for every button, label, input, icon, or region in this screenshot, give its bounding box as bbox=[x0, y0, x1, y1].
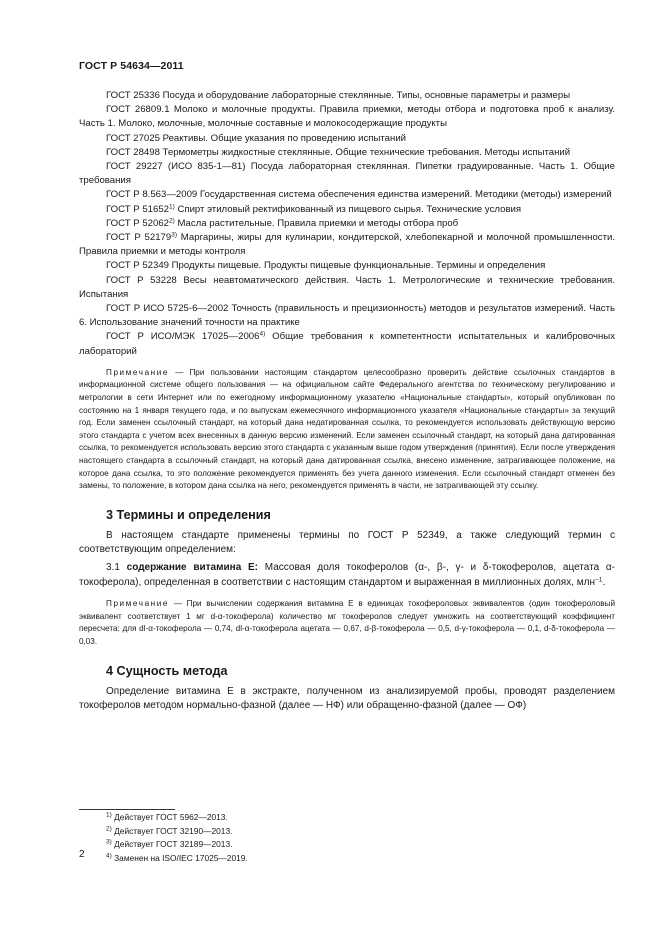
note-label: Примечание bbox=[106, 599, 170, 609]
term-number: 3.1 bbox=[106, 561, 127, 573]
footnote-separator bbox=[79, 809, 175, 810]
note-text: — При вычислении содержания витамина Е в единицах токофероловых эквивалентов (один токофероловый эквивалент соответствует 1 мг d-α-токоферола) количество мг токоферолов следует умножить на соответствующий коэффициент пересчета: для dl-α-токоферола — 0,74, dl-α-токоферола ацетата — 0,67, d-β-токоферола — 0,5, d-γ-токоферола — 0,1, d-δ-токоферола — 0,03. bbox=[79, 599, 615, 646]
reference-item: ГОСТ Р 8.563—2009 Государственная система обеспечения единства измерений. Методики (методы) измерений bbox=[106, 189, 612, 201]
reference-item: ГОСТ 28498 Термометры жидкостные стеклянные. Общие технические требования. Методы испытаний bbox=[106, 146, 571, 158]
note-label: Примечание bbox=[106, 367, 170, 377]
document-body bbox=[79, 89, 615, 714]
term-text: Массовая доля токоферолов (α-, β-, γ- и δ-токоферолов, ацетата α-токоферола), определенная в соответствии с настоящим стандартом и выраженная в миллионных долях, млн bbox=[79, 561, 616, 588]
footnote-marker: 3) bbox=[106, 838, 112, 846]
section-4-text: Определение витамина Е в экстракте, полученном из анализируемой пробы, проводят разделением токоферолов методом нормально-фазной (далее — НФ) или обращенно-фазной (далее — ОФ) bbox=[79, 685, 615, 712]
note-paragraph bbox=[79, 367, 615, 493]
document-header: ГОСТ Р 54634—2011 bbox=[79, 60, 184, 72]
reference-item: ГОСТ 25336 Посуда и оборудование лабораторные стеклянные. Типы, основные параметры и размеры bbox=[106, 90, 571, 101]
reference-code: ГОСТ Р 52062 bbox=[106, 217, 169, 229]
footnote-item: $^{4)}$ Заменен на ISO/IEC 17025—2019. bbox=[106, 852, 248, 863]
reference-title: Масла растительные. Правила приемки и методы отбора проб bbox=[174, 217, 459, 229]
reference-item: ГОСТ 26809.1 Молоко и молочные продукты. Правила приемки, методы отбора и подготовка проб к анализу. Часть 1. Молоко, молочные, молочные составные и молокосодержащие продукты bbox=[79, 104, 615, 130]
reference-item: ГОСТ Р 52349 Продукты пищевые. Продукты пищевые функциональные. Термины и определения bbox=[106, 260, 546, 272]
section-4-title: 4 Сущность метода bbox=[106, 663, 228, 678]
reference-item: ГОСТ Р ИСО 5725-6—2002 Точность (правильность и прецизионность) методов и результатов измерений. Часть 6. Использование значений точности на практике bbox=[79, 303, 615, 329]
footnote-marker: 2) bbox=[169, 217, 175, 225]
reference-item: ГОСТ 27025 Реактивы. Общие указания по проведению испытаний bbox=[106, 132, 407, 144]
footnote-item: $^{3)}$ Действует ГОСТ 32189—2013. bbox=[106, 838, 233, 850]
section-3-title: 3 Термины и определения bbox=[106, 507, 271, 522]
reference-title: Маргарины, жиры для кулинарии, кондитерской, хлебопекарной и молочной промышленности. Правила приемки и методы контроля bbox=[79, 232, 615, 258]
reference-item bbox=[79, 330, 615, 358]
footnote-marker: 4) bbox=[106, 852, 112, 860]
note-paragraph bbox=[79, 598, 615, 648]
footnotes bbox=[106, 811, 248, 865]
reference-title: Спирт этиловый ректификованный из пищевого сырья. Технические условия bbox=[174, 203, 522, 215]
reference-code: ГОСТ Р 51652 bbox=[106, 203, 169, 215]
footnote-marker: 3) bbox=[171, 231, 178, 239]
reference-item bbox=[79, 217, 615, 231]
term-name: содержание витамина Е: bbox=[126, 561, 259, 573]
reference-code: ГОСТ Р 52179 bbox=[106, 232, 172, 244]
term-definition: 3.1 содержание витамина Е: Массовая доля токоферолов (α-, β-, γ- и δ-токоферолов, ацетата α-токоферола), определенная в соответствии с настоящим стандартом и выраженная в миллионных долях, млн$^{-1}$. bbox=[79, 561, 616, 588]
footnote-marker: 2) bbox=[106, 825, 112, 833]
footnote-marker: 1) bbox=[106, 811, 112, 819]
reference-item: ГОСТ 29227 (ИСО 835-1—81) Посуда лабораторная стеклянная. Пипетки градуированные. Часть 1. Общие требования bbox=[79, 161, 615, 187]
section-3-intro: В настоящем стандарте применены термины по ГОСТ Р 52349, а также следующий термин с соответствующим определением: bbox=[79, 529, 615, 556]
note-tocopherol bbox=[79, 598, 615, 648]
reference-title: Общие требования к компетентности испытательных и калибровочных лабораторий bbox=[79, 331, 615, 357]
page-number: 2 bbox=[79, 849, 85, 860]
note-text: — При пользовании настоящим стандартом целесообразно проверить действие ссылочных стандартов в информационной системе общего пользования — на официальном сайте Федерального агентства по техническому регулированию и метрологии в сети Интернет или по ежегодному информационному указателю «Национальные стандарты», который опубликован по состоянию на 1 января текущего года, и по выпускам ежемесячного информационного указателя «Национальные стандарты» за текущий год. Если заменен ссылочный стандарт, на который дана недатированная ссылка, то рекомендуется использовать действующую версию этого стандарта с учетом всех внесенных в данную версию изменений. Если заменен ссылочный стандарт, на который дана датированная ссылка, то рекомендуется использовать версию этого стандарта с указанным выше годом утверждения (принятия). Если после утверждения настоящего стандарта в ссылочный стандарт, на который дана датированная ссылка, внесено изменение, затрагивающее положение, на которое дана ссылка, то это положение рекомендуется применять без учета данного изменения. Если ссылочный стандарт отменен без замены, то положение, в котором дана ссылка на него, рекомендуется применять в части, не затрагивающей эту ссылку. bbox=[79, 367, 615, 491]
reference-code: ГОСТ Р ИСО/МЭК 17025—2006 bbox=[106, 331, 260, 343]
reference-item bbox=[79, 231, 615, 259]
unit-exponent: −1 bbox=[595, 576, 603, 584]
footnote-marker: 4) bbox=[259, 330, 266, 338]
reference-item bbox=[79, 203, 615, 217]
footnote-item: $^{1)}$ Действует ГОСТ 5962—2013. bbox=[106, 811, 228, 822]
footnote-marker: 1) bbox=[169, 203, 175, 211]
reference-item: ГОСТ Р 53228 Весы неавтоматического действия. Часть 1. Метрологические и технические требования. Испытания bbox=[79, 274, 615, 300]
note-references bbox=[79, 367, 615, 493]
footnote-item: $^{2)}$ Действует ГОСТ 32190—2013. bbox=[106, 825, 233, 836]
